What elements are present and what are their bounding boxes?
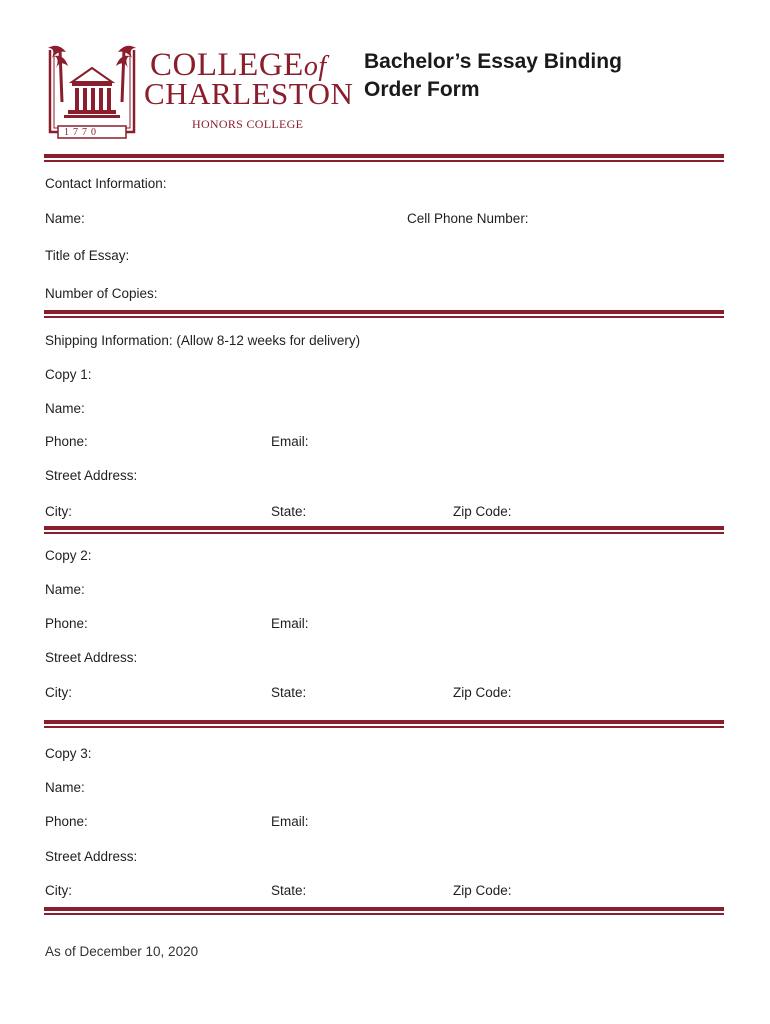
copy-city-label: City: xyxy=(45,685,72,700)
logo-subline: HONORS COLLEGE xyxy=(192,117,304,131)
copy-city-label: City: xyxy=(45,504,72,519)
copy-name-label: Name: xyxy=(45,401,85,416)
form-title-line1: Bachelor’s Essay Binding xyxy=(364,50,622,73)
copy-label: Copy 3: xyxy=(45,746,92,761)
revision-date: As of December 10, 2020 xyxy=(45,944,199,959)
copy-label: Copy 1: xyxy=(45,367,92,382)
copy-email-label: Email: xyxy=(271,814,309,829)
logo-college-text: COLLEGE xyxy=(150,47,304,83)
copy-phone-label: Phone: xyxy=(45,814,88,829)
copy-state-label: State: xyxy=(271,504,307,519)
copy-street-label: Street Address: xyxy=(45,650,138,665)
copy-label: Copy 2: xyxy=(45,548,92,563)
section-divider xyxy=(44,526,724,534)
copy-phone-label: Phone: xyxy=(45,434,88,449)
logo-of-text: of xyxy=(303,51,327,82)
copy-state-label: State: xyxy=(271,685,307,700)
copy-zip-label: Zip Code: xyxy=(453,685,512,700)
copy-street-label: Street Address: xyxy=(45,849,138,864)
copy-street-label: Street Address: xyxy=(45,468,138,483)
section-divider xyxy=(44,154,724,162)
section-divider xyxy=(44,310,724,318)
section-divider xyxy=(44,907,724,915)
copy-phone-label: Phone: xyxy=(45,616,88,631)
number-of-copies-label: Number of Copies: xyxy=(45,286,158,301)
copy-city-label: City: xyxy=(45,883,72,898)
essay-title-label: Title of Essay: xyxy=(45,248,130,263)
cell-phone-label: Cell Phone Number: xyxy=(407,211,529,226)
contact-name-label: Name: xyxy=(45,211,85,226)
logo-wordmark-line2: CHARLESTON xyxy=(144,76,354,111)
copy-name-label: Name: xyxy=(45,780,85,795)
copy-zip-label: Zip Code: xyxy=(453,883,512,898)
section-divider xyxy=(44,720,724,728)
copy-email-label: Email: xyxy=(271,434,309,449)
seal-year: 1770 xyxy=(64,127,100,138)
shipping-heading: Shipping Information: (Allow 8-12 weeks for delivery) xyxy=(45,333,361,348)
contact-heading: Contact Information: xyxy=(45,176,167,191)
copy-name-label: Name: xyxy=(45,582,85,597)
copy-zip-label: Zip Code: xyxy=(453,504,512,519)
copy-email-label: Email: xyxy=(271,616,309,631)
copy-state-label: State: xyxy=(271,883,307,898)
form-title-line2: Order Form xyxy=(364,78,480,101)
